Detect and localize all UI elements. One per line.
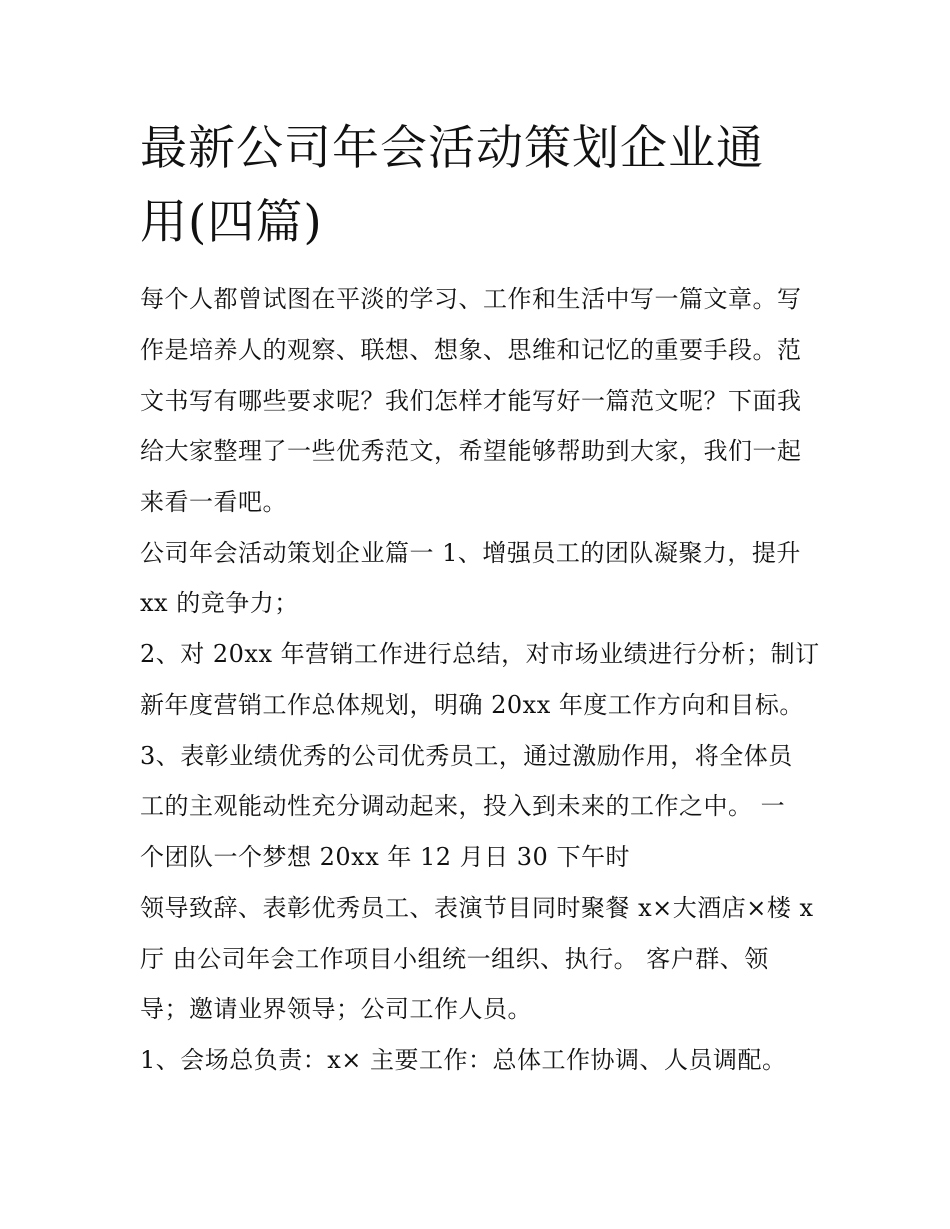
body-line-15: 导；邀请业界领导；公司工作人员。 [140,995,532,1023]
body-line-1: 每个人都曾试图在平淡的学习、工作和生活中写一篇文章。写 [140,285,802,313]
body-line-7: xx 的竞争力； [140,589,299,617]
title-line-2: 用(四篇) [140,195,323,250]
body-line-3: 文书写有哪些要求呢？我们怎样才能写好一篇范文呢？下面我 [140,387,802,415]
document-title [140,112,820,260]
body-line-12: 个团队一个梦想 20xx 年 12 月日 30 下午时 [140,843,630,871]
body-line-5: 来看一看吧。 [140,488,287,516]
title-line-1: 最新公司年会活动策划企业通 [140,121,764,176]
body-line-4: 给大家整理了一些优秀范文，希望能够帮助到大家，我们一起 [140,437,802,465]
body-line-13: 领导致辞、表彰优秀员工、表演节目同时聚餐 x×大酒店×楼 x [140,894,814,922]
body-line-11: 工的主观能动性充分调动起来，投入到未来的工作之中。 一 [140,792,786,820]
body-line-14: 厅 由公司年会工作项目小组统一组织、执行。 客户群、领 [140,945,769,973]
body-line-8: 2、对 20xx 年营销工作进行总结，对市场业绩进行分析；制订 [140,640,820,668]
body-line-16: 1、会场总负责：x× 主要工作：总体工作协调、人员调配。 [140,1046,787,1074]
body-line-6: 公司年会活动策划企业篇一 1、增强员工的团队凝聚力，提升 [140,539,801,567]
body-line-2: 作是培养人的观察、联想、想象、思维和记忆的重要手段。范 [140,336,802,364]
body-line-10: 3、表彰业绩优秀的公司优秀员工，通过激励作用，将全体员 [140,742,793,770]
body-line-9: 新年度营销工作总体规划，明确 20xx 年度工作方向和目标。 [140,691,804,719]
